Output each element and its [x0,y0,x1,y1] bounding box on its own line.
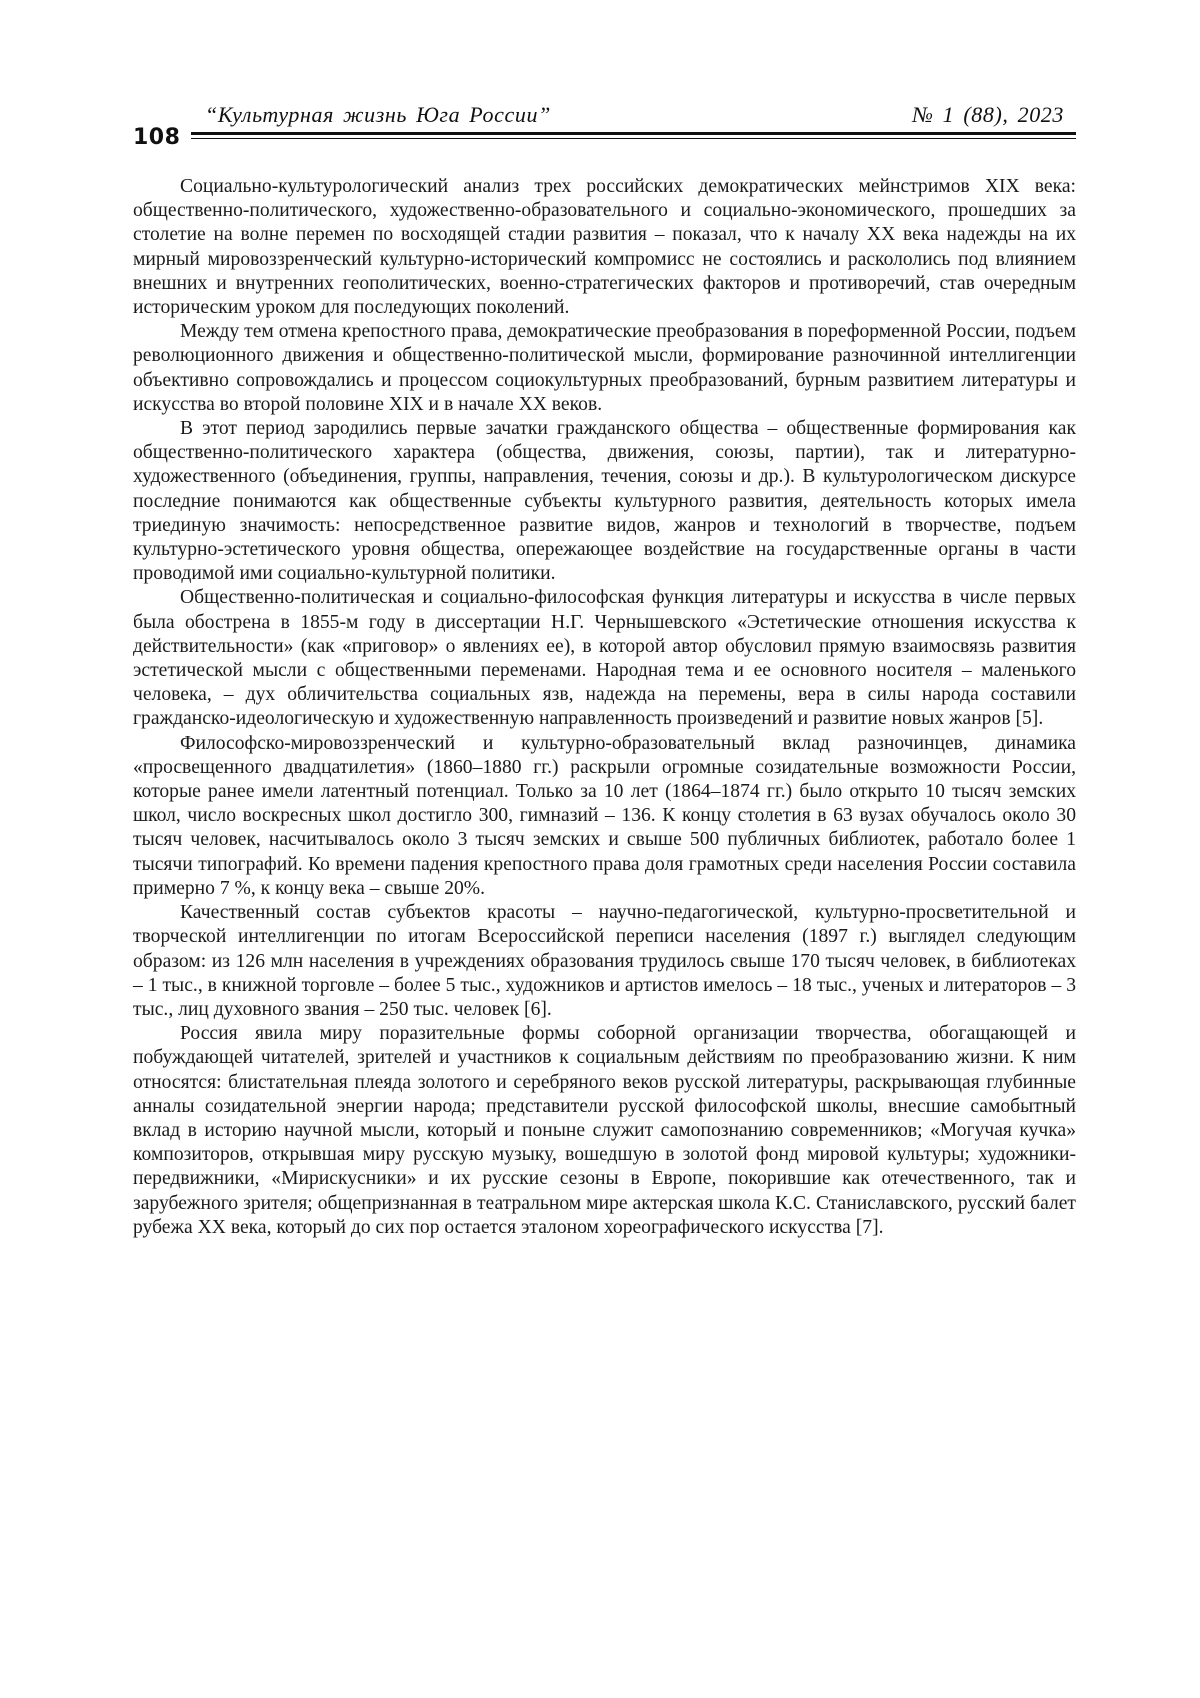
paragraph: Социально-культурологический анализ трех российских демократических мейнстримов XIX века: общественно-политического, художественно-образовательного и социально-экономического, прошедших за столетие на волне перемен по восходящей стадии развития – показал, что к началу XX века надежды на их мирный мировоззренческий культурно-исторический компромисс не состоялись и раскололись под влиянием внешних и внутренних геополитических, военно-стратегических факторов и противоречий, став очередным историческим уроком для последующих поколений. [133,175,1076,320]
paragraph: Философско-мировоззренческий и культурно-образовательный вклад разночинцев, динамика «просвещенного двадцатилетия» (1860–1880 гг.) раскрыли огромные созидательные возможности России, которые ранее имели латентный потенциал. Только за 10 лет (1864–1874 гг.) было открыто 10 тысяч земских школ, число воскресных школ достигло 300, гимназий – 136. К концу столетия в 63 вузах обучалось около 30 тысяч человек, насчитывалось около 3 тысяч земских и свыше 500 публичных библиотек, работало более 1 тысячи типографий. Ко времени падения крепостного права доля грамотных среди населения России составила примерно 7 %, к концу века – свыше 20%. [133,732,1076,901]
paragraph: В этот период зародились первые зачатки гражданского общества – общественные формирования как общественно-политического характера (общества, движения, союзы, партии), так и литературно-художественного (объединения, группы, направления, течения, союзы и др.). В культурологическом дискурсе последние понимаются как общественные субъекты культурного развития, деятельность которых имела триединую значимость: непосредственное развитие видов, жанров и технологий в творчестве, подъем культурно-эстетического уровня общества, опережающее воздействие на государственные органы в части проводимой ими социально-культурной политики. [133,417,1076,586]
paragraph: Общественно-политическая и социально-философская функция литературы и искусства в числе первых была обострена в 1855-м году в диссертации Н.Г. Чернышевского «Эстетические отношения искусства к действительности» (как «приговор» о явлениях ее), в которой автор обусловил прямую взаимосвязь развития эстетической мысли с общественными переменами. Народная тема и ее основного носителя – маленького человека, – дух обличительства социальных язв, надежда на перемены, вера в силы народа составили гражданско-идеологическую и художественную направленность произведений и развитие новых жанров [5]. [133,586,1076,731]
header-rule-thick [191,132,1076,135]
paragraph: Россия явила миру поразительные формы соборной организации творчества, обогащающей и побуждающей читателей, зрителей и участников к социальным действиям по преобразованию жизни. К ним относятся: блистательная плеяда золотого и серебряного веков русской литературы, раскрывающая глубинные анналы созидательной энергии народа; представители русской философской школы, внесшие самобытный вклад в историю научной мысли, который и поныне служит самопознанию современников; «Могучая кучка» композиторов, открывшая миру русскую музыку, вошедшую в золотой фонд мировой культуры; художники-передвижники, «Мирискусники» и их русские сезоны в Европе, покорившие как отечественного, так и зарубежного зрителя; общепризнанная в театральном мире актерская школа К.С. Станиславского, русский балет рубежа XX века, который до сих пор остается эталоном хореографического искусства [7]. [133,1022,1076,1240]
article-body [133,175,1076,1240]
page-number: 108 [133,126,180,150]
paragraph: Качественный состав субъектов красоты – научно-педагогической, культурно-просветительной и творческой интеллигенции по итогам Всероссийской переписи населения (1897 г.) выглядел следующим образом: из 126 млн населения в учреждениях образования трудилось свыше 170 тысяч человек, в библиотеках – 1 тыс., в книжной торговле – более 5 тыс., художников и артистов имелось – 18 тыс., ученых и литераторов – 3 тыс., лиц духовного звания – 250 тыс. человек [6]. [133,901,1076,1022]
journal-page [0,0,1200,1698]
paragraph: Между тем отмена крепостного права, демократические преобразования в пореформенной России, подъем революционного движения и общественно-политической мысли, формирование разночинной интеллигенции объективно сопровождались и процессом социокультурных преобразований, бурным развитием литературы и искусства во второй половине XIX и в начале XX веков. [133,320,1076,417]
issue-info: № 1 (88), 2023 [912,103,1064,127]
header-rule-thin [191,138,1076,139]
running-header [133,95,1076,155]
journal-title: “Культурная жизнь Юга России” [205,103,551,127]
